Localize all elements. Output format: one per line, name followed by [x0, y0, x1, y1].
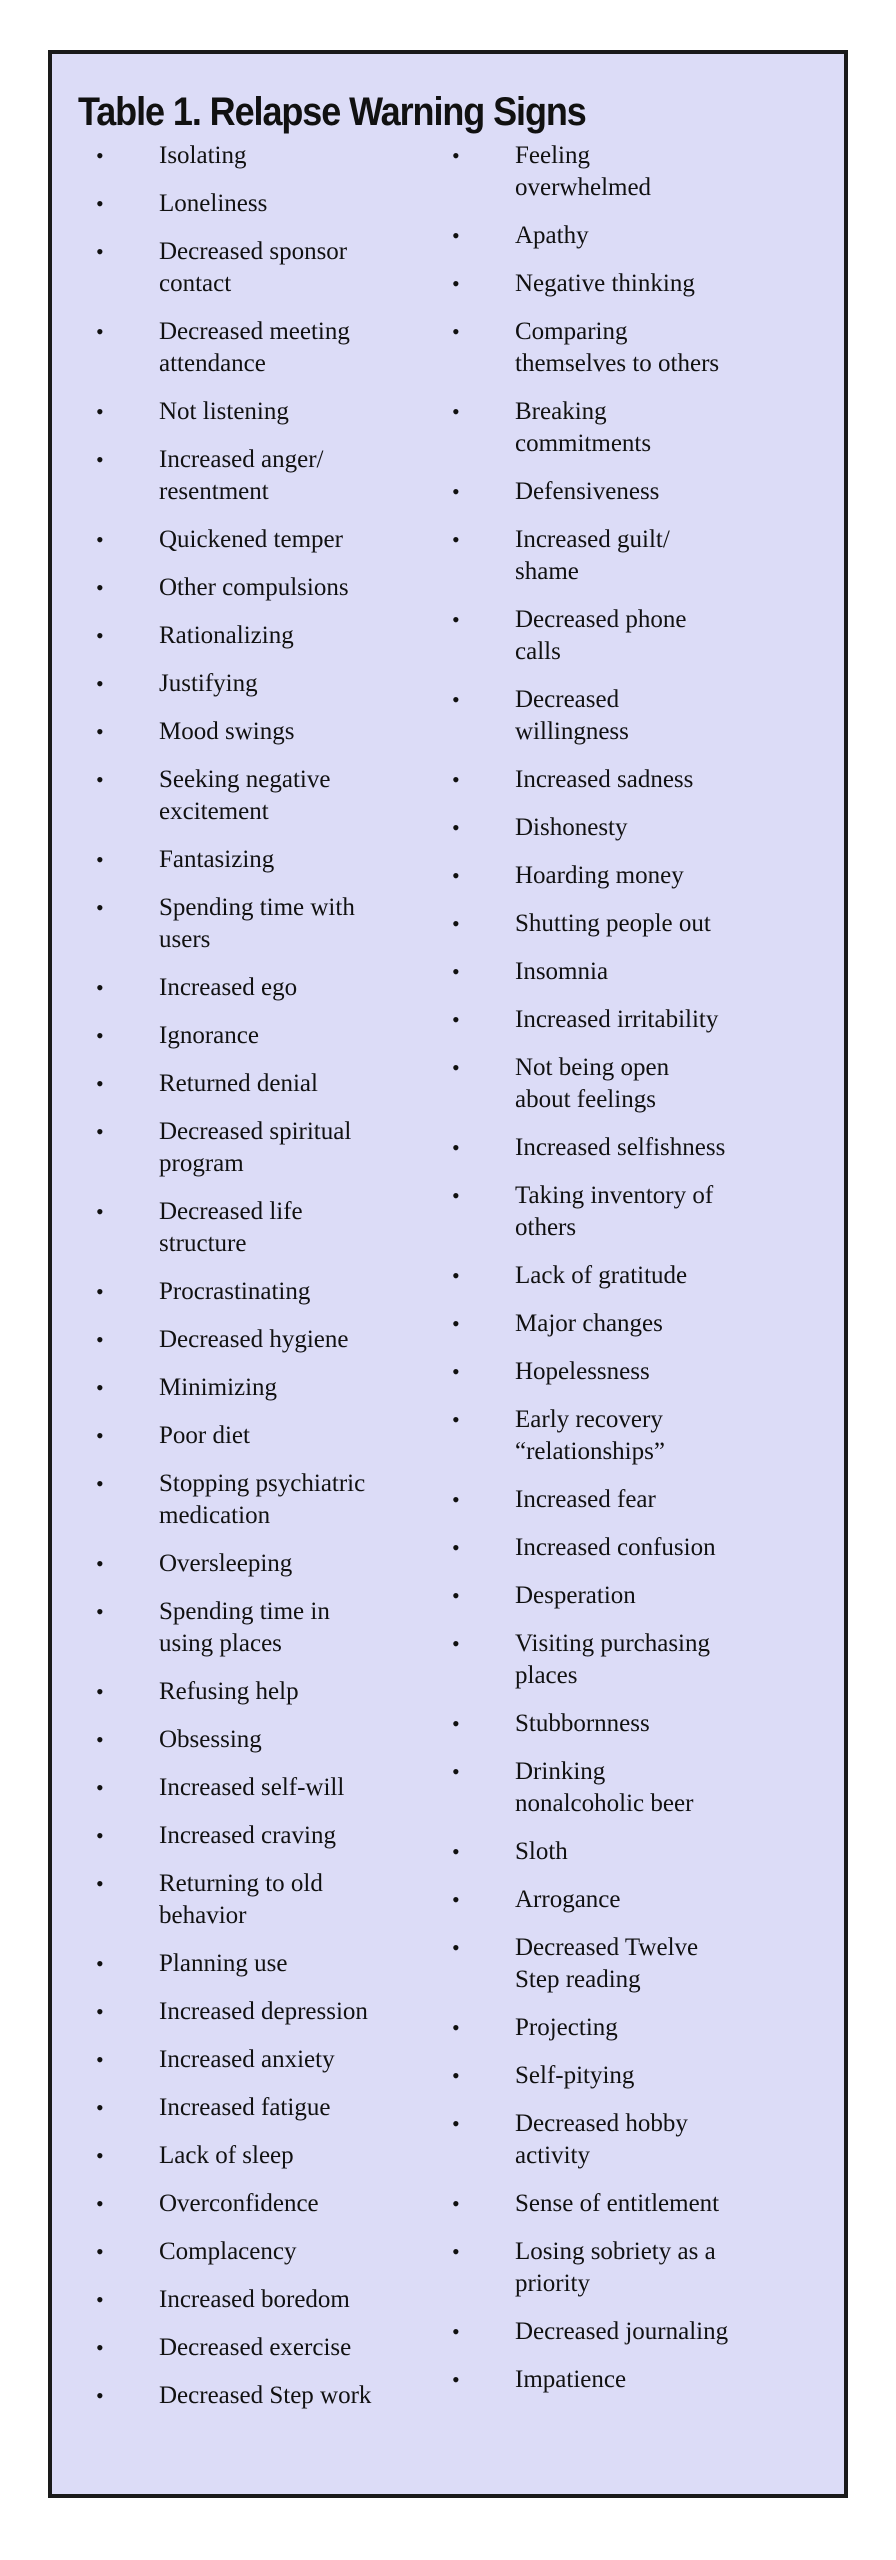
- bullet-icon: •: [96, 767, 104, 792]
- bullet-icon: •: [452, 1055, 460, 1080]
- warning-sign-text: Ignorance: [159, 1022, 259, 1049]
- left-column-list-item: [52, 2380, 452, 2412]
- warning-sign-text: Returned denial: [159, 1070, 318, 1097]
- left-column-list-item: [52, 1948, 452, 1980]
- left-column-list-item: [52, 2188, 452, 2220]
- left-column-list-item: [52, 316, 452, 380]
- warning-sign-text: Increased fear: [515, 1486, 656, 1513]
- bullet-icon: •: [452, 223, 460, 248]
- left-column-list-item: [52, 1772, 452, 1804]
- warning-sign-text: Impatience: [515, 2366, 627, 2393]
- warning-sign-text: Dishonesty: [515, 814, 628, 841]
- warning-sign-text: Justifying: [159, 670, 258, 697]
- warning-sign-text: Procrastinating: [159, 1278, 311, 1305]
- left-column-list-item: [52, 396, 452, 428]
- bullet-icon: •: [452, 2015, 460, 2040]
- warning-sign-text: Increased sadness: [515, 766, 694, 793]
- bullet-icon: •: [96, 975, 104, 1000]
- left-column-list-item: [52, 1548, 452, 1580]
- bullet-icon: •: [96, 1951, 104, 1976]
- right-column-list-item: [452, 1052, 848, 1116]
- left-column-list-item: [52, 2236, 452, 2268]
- warning-sign-text: Decreased willingness: [515, 686, 629, 745]
- warning-sign-text: Early recovery “relationships”: [515, 1406, 665, 1465]
- bullet-icon: •: [96, 623, 104, 648]
- right-column-list-item: [452, 908, 848, 940]
- bullet-icon: •: [452, 2191, 460, 2216]
- bullet-icon: •: [452, 1135, 460, 1160]
- warning-sign-text: Isolating: [159, 142, 247, 169]
- left-column-list-item: [52, 2284, 452, 2316]
- left-column-list-item: [52, 1196, 452, 1260]
- left-column-list-item: [52, 188, 452, 220]
- warning-sign-text: Major changes: [515, 1310, 663, 1337]
- right-column-list-item: [452, 1580, 848, 1612]
- right-column-list-item: [452, 1932, 848, 1996]
- right-column-list-item: [452, 1356, 848, 1388]
- bullet-icon: •: [96, 527, 104, 552]
- left-column-list-item: [52, 1116, 452, 1180]
- bullet-icon: •: [452, 143, 460, 168]
- warning-sign-text: Insomnia: [515, 958, 609, 985]
- right-column-list-item: [452, 604, 848, 668]
- bullet-icon: •: [452, 1759, 460, 1784]
- warning-sign-text: Losing sobriety as a priority: [515, 2238, 716, 2297]
- bullet-icon: •: [452, 607, 460, 632]
- warning-sign-text: Shutting people out: [515, 910, 711, 937]
- warning-sign-text: Increased craving: [159, 1822, 336, 1849]
- right-column-list-item: [452, 1884, 848, 1916]
- right-column-list-item: [452, 316, 848, 380]
- bullet-icon: •: [96, 2287, 104, 2312]
- warning-sign-text: Increased ego: [159, 974, 298, 1001]
- left-column-list-item: [52, 2332, 452, 2364]
- left-column-list-item: [52, 524, 452, 556]
- left-column-list-item: [52, 1276, 452, 1308]
- right-column-list-item: [452, 476, 848, 508]
- right-column-list-item: [452, 1756, 848, 1820]
- bullet-icon: •: [452, 1007, 460, 1032]
- bullet-icon: •: [452, 687, 460, 712]
- warning-sign-text: Quickened temper: [159, 526, 343, 553]
- warning-sign-text: Increased anger/ resentment: [159, 446, 324, 505]
- left-column-list-item: [52, 668, 452, 700]
- left-column-list-item: [52, 892, 452, 956]
- left-column-list-item: [52, 236, 452, 300]
- right-column-list-item: [452, 1004, 848, 1036]
- warning-sign-text: Decreased Twelve Step reading: [515, 1934, 699, 1993]
- warning-sign-text: Increased anxiety: [159, 2046, 335, 2073]
- warning-sign-text: Sense of entitlement: [515, 2190, 720, 2217]
- warning-sign-text: Stubbornness: [515, 1710, 650, 1737]
- right-column-list-item: [452, 764, 848, 796]
- warning-sign-text: Decreased meeting attendance: [159, 318, 350, 377]
- bullet-icon: •: [452, 2319, 460, 2344]
- warning-sign-text: Decreased life structure: [159, 1198, 303, 1257]
- warning-sign-text: Decreased phone calls: [515, 606, 687, 665]
- left-column-list-item: [52, 2044, 452, 2076]
- bullet-icon: •: [96, 2191, 104, 2216]
- bullet-icon: •: [96, 847, 104, 872]
- bullet-icon: •: [96, 671, 104, 696]
- bullet-icon: •: [452, 863, 460, 888]
- warning-sign-text: Complacency: [159, 2238, 297, 2265]
- left-column-list: [52, 140, 452, 2428]
- left-column-list-item: [52, 2140, 452, 2172]
- right-column-list-item: [452, 956, 848, 988]
- left-column-list-item: [52, 1068, 452, 1100]
- left-column-list-item: [52, 572, 452, 604]
- warning-sign-text: Drinking nonalcoholic beer: [515, 1758, 694, 1817]
- left-column-list-item: [52, 1020, 452, 1052]
- bullet-icon: •: [96, 2239, 104, 2264]
- warning-sign-text: Sloth: [515, 1838, 568, 1865]
- warning-sign-text: Increased fatigue: [159, 2094, 331, 2121]
- bullet-icon: •: [96, 1551, 104, 1576]
- bullet-icon: •: [452, 1359, 460, 1384]
- left-column-list-item: [52, 140, 452, 172]
- warning-sign-text: Decreased hygiene: [159, 1326, 349, 1353]
- right-column-list-item: [452, 1708, 848, 1740]
- warning-sign-text: Mood swings: [159, 718, 295, 745]
- warning-sign-text: Decreased journaling: [515, 2318, 729, 2345]
- left-column-list-item: [52, 1676, 452, 1708]
- bullet-icon: •: [96, 1871, 104, 1896]
- bullet-icon: •: [96, 1375, 104, 1400]
- warning-sign-text: Hoarding money: [515, 862, 684, 889]
- bullet-icon: •: [96, 1599, 104, 1624]
- right-column-list-item: [452, 1260, 848, 1292]
- warning-sign-text: Planning use: [159, 1950, 288, 1977]
- warning-sign-text: Decreased exercise: [159, 2334, 352, 2361]
- warning-sign-text: Poor diet: [159, 1422, 250, 1449]
- bullet-icon: •: [96, 1423, 104, 1448]
- bullet-icon: •: [96, 1471, 104, 1496]
- right-column-list-item: [452, 1836, 848, 1868]
- bullet-icon: •: [96, 575, 104, 600]
- warning-signs-table: [48, 50, 848, 2498]
- right-column-list-item: [452, 684, 848, 748]
- bullet-icon: •: [96, 1999, 104, 2024]
- warning-sign-text: Self-pitying: [515, 2062, 635, 2089]
- left-column-list-item: [52, 1724, 452, 1756]
- warning-sign-text: Increased boredom: [159, 2286, 350, 2313]
- warning-sign-text: Increased depression: [159, 1998, 368, 2025]
- left-column-list-item: [52, 1372, 452, 1404]
- warning-sign-text: Overconfidence: [159, 2190, 319, 2217]
- bullet-icon: •: [452, 815, 460, 840]
- warning-sign-text: Seeking negative excitement: [159, 766, 331, 825]
- bullet-icon: •: [452, 319, 460, 344]
- right-column-list-item: [452, 1132, 848, 1164]
- left-column-list-item: [52, 764, 452, 828]
- left-column-list-item: [52, 1468, 452, 1532]
- warning-sign-text: Oversleeping: [159, 1550, 293, 1577]
- bullet-icon: •: [96, 143, 104, 168]
- warning-sign-text: Minimizing: [159, 1374, 278, 1401]
- left-column-list-item: [52, 1820, 452, 1852]
- bullet-icon: •: [96, 1727, 104, 1752]
- warning-sign-text: Not listening: [159, 398, 289, 425]
- bullet-icon: •: [96, 2047, 104, 2072]
- warning-sign-text: Feeling overwhelmed: [515, 142, 652, 201]
- left-column-list-item: [52, 844, 452, 876]
- bullet-icon: •: [96, 1823, 104, 1848]
- bullet-icon: •: [452, 767, 460, 792]
- bullet-icon: •: [96, 1071, 104, 1096]
- bullet-icon: •: [96, 319, 104, 344]
- warning-sign-text: Increased confusion: [515, 1534, 716, 1561]
- warning-sign-text: Refusing help: [159, 1678, 299, 1705]
- warning-sign-text: Decreased hobby activity: [515, 2110, 688, 2169]
- bullet-icon: •: [452, 1535, 460, 1560]
- bullet-icon: •: [452, 1263, 460, 1288]
- warning-sign-text: Increased guilt/ shame: [515, 526, 670, 585]
- left-column-list-item: [52, 620, 452, 652]
- right-column-list-item: [452, 524, 848, 588]
- warning-sign-text: Projecting: [515, 2014, 618, 2041]
- right-column-list-item: [452, 1628, 848, 1692]
- bullet-icon: •: [452, 2111, 460, 2136]
- bullet-icon: •: [452, 1631, 460, 1656]
- warning-sign-text: Not being open about feelings: [515, 1054, 670, 1113]
- warning-sign-text: Increased irritability: [515, 1006, 719, 1033]
- right-column-list-item: [452, 140, 848, 204]
- bullet-icon: •: [452, 1311, 460, 1336]
- bullet-icon: •: [452, 1487, 460, 1512]
- right-column-list-item: [452, 1180, 848, 1244]
- right-column-list-item: [452, 1484, 848, 1516]
- bullet-icon: •: [452, 911, 460, 936]
- bullet-icon: •: [96, 719, 104, 744]
- bullet-icon: •: [452, 1935, 460, 1960]
- left-column-list-item: [52, 716, 452, 748]
- bullet-icon: •: [96, 447, 104, 472]
- bullet-icon: •: [96, 1119, 104, 1144]
- right-column-list: [452, 140, 848, 2412]
- bullet-icon: •: [452, 1183, 460, 1208]
- right-column-list-item: [452, 2236, 848, 2300]
- bullet-icon: •: [452, 527, 460, 552]
- bullet-icon: •: [96, 399, 104, 424]
- bullet-icon: •: [452, 2063, 460, 2088]
- warning-sign-text: Increased self-will: [159, 1774, 345, 1801]
- bullet-icon: •: [452, 1407, 460, 1432]
- bullet-icon: •: [452, 271, 460, 296]
- table-title: Table 1. Relapse Warning Signs: [78, 90, 586, 134]
- right-column-list-item: [452, 2012, 848, 2044]
- warning-sign-text: Increased selfishness: [515, 1134, 726, 1161]
- bullet-icon: •: [96, 2335, 104, 2360]
- bullet-icon: •: [96, 1775, 104, 1800]
- warning-sign-text: Hopelessness: [515, 1358, 650, 1385]
- bullet-icon: •: [96, 1199, 104, 1224]
- bullet-icon: •: [452, 399, 460, 424]
- right-column-list-item: [452, 1532, 848, 1564]
- left-column-list-item: [52, 2092, 452, 2124]
- right-column-list-item: [452, 1404, 848, 1468]
- right-column-list-item: [452, 2364, 848, 2396]
- right-column-list-item: [452, 1308, 848, 1340]
- warning-sign-text: Spending time in using places: [159, 1598, 330, 1657]
- right-column-list-item: [452, 2060, 848, 2092]
- warning-sign-text: Breaking commitments: [515, 398, 652, 457]
- warning-sign-text: Decreased sponsor contact: [159, 238, 348, 297]
- right-column-list-item: [452, 2316, 848, 2348]
- left-column-list-item: [52, 1596, 452, 1660]
- warning-sign-text: Lack of sleep: [159, 2142, 294, 2169]
- bullet-icon: •: [96, 2095, 104, 2120]
- right-column-list-item: [452, 860, 848, 892]
- right-column-list-item: [452, 396, 848, 460]
- warning-sign-text: Fantasizing: [159, 846, 275, 873]
- warning-sign-text: Arrogance: [515, 1886, 621, 1913]
- bullet-icon: •: [96, 2383, 104, 2408]
- bullet-icon: •: [96, 191, 104, 216]
- bullet-icon: •: [452, 479, 460, 504]
- left-column-list-item: [52, 444, 452, 508]
- bullet-icon: •: [96, 239, 104, 264]
- left-column-list-item: [52, 1324, 452, 1356]
- warning-sign-text: Decreased Step work: [159, 2382, 372, 2409]
- bullet-icon: •: [96, 1327, 104, 1352]
- warning-sign-text: Negative thinking: [515, 270, 695, 297]
- warning-sign-text: Comparing themselves to others: [515, 318, 720, 377]
- warning-sign-text: Stopping psychiatric medication: [159, 1470, 366, 1529]
- warning-sign-text: Loneliness: [159, 190, 268, 217]
- right-column-list-item: [452, 2188, 848, 2220]
- bullet-icon: •: [452, 1839, 460, 1864]
- bullet-icon: •: [96, 1679, 104, 1704]
- warning-sign-text: Desperation: [515, 1582, 636, 1609]
- warning-sign-text: Apathy: [515, 222, 589, 249]
- warning-sign-text: Returning to old behavior: [159, 1870, 323, 1929]
- warning-sign-text: Rationalizing: [159, 622, 294, 649]
- right-column-list-item: [452, 2108, 848, 2172]
- warning-sign-text: Visiting purchasing places: [515, 1630, 711, 1689]
- bullet-icon: •: [452, 2239, 460, 2264]
- warning-sign-text: Taking inventory of others: [515, 1182, 714, 1241]
- right-column-list-item: [452, 812, 848, 844]
- bullet-icon: •: [96, 2143, 104, 2168]
- bullet-icon: •: [452, 1887, 460, 1912]
- warning-sign-text: Lack of gratitude: [515, 1262, 688, 1289]
- left-column-list-item: [52, 1420, 452, 1452]
- bullet-icon: •: [452, 2367, 460, 2392]
- left-column-list-item: [52, 972, 452, 1004]
- warning-sign-text: Obsessing: [159, 1726, 262, 1753]
- warning-sign-text: Defensiveness: [515, 478, 660, 505]
- bullet-icon: •: [96, 1279, 104, 1304]
- bullet-icon: •: [96, 1023, 104, 1048]
- bullet-icon: •: [452, 1711, 460, 1736]
- warning-sign-text: Decreased spiritual program: [159, 1118, 352, 1177]
- warning-sign-text: Other compulsions: [159, 574, 349, 601]
- left-column-list-item: [52, 1996, 452, 2028]
- warning-sign-text: Spending time with users: [159, 894, 355, 953]
- right-column-list-item: [452, 268, 848, 300]
- bullet-icon: •: [452, 959, 460, 984]
- left-column-list-item: [52, 1868, 452, 1932]
- bullet-icon: •: [452, 1583, 460, 1608]
- right-column-list-item: [452, 220, 848, 252]
- bullet-icon: •: [96, 895, 104, 920]
